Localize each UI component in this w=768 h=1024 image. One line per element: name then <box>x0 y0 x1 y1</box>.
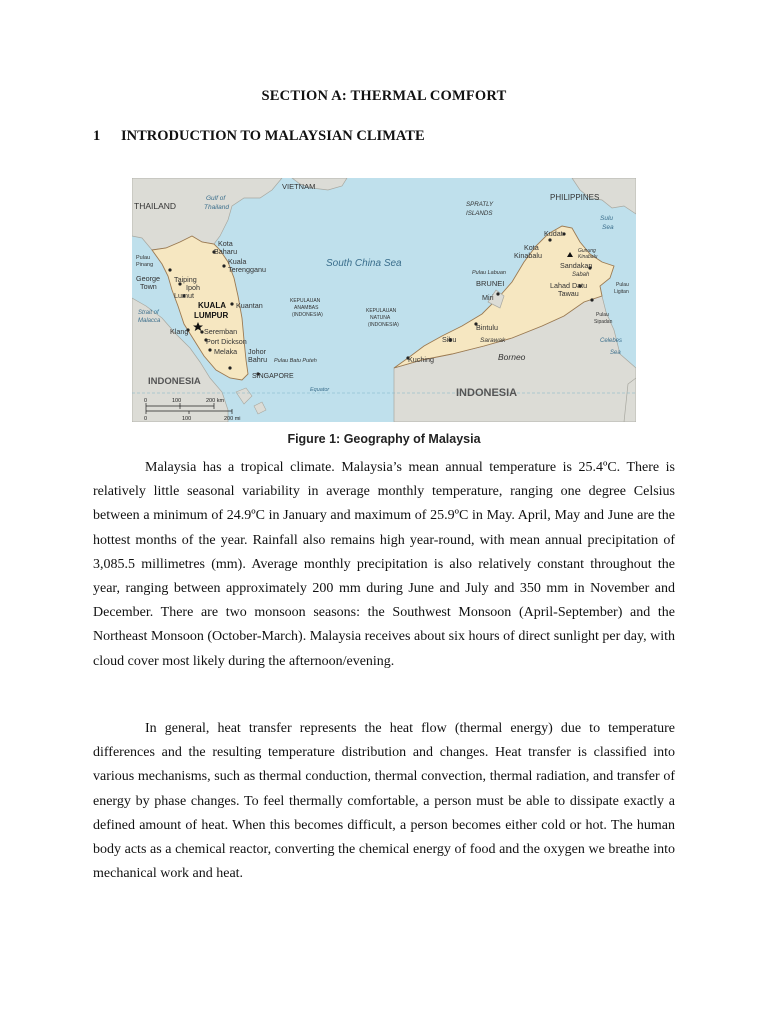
label-brunei: BRUNEI <box>476 279 505 288</box>
label-george-2: Town <box>140 282 157 291</box>
label-kuala-t-2: Terengganu <box>228 265 266 274</box>
label-anambas-2: ANAMBAS <box>294 305 319 311</box>
scale-label-0-mi: 0 <box>144 416 148 422</box>
label-sabah: Sabah <box>572 272 590 278</box>
label-natuna-3: (INDONESIA) <box>368 322 399 328</box>
label-anambas-1: KEPULAUAN <box>290 298 321 304</box>
paragraph-heat-transfer: In general, heat transfer represents the heat flow (thermal energy) due to temperature differences and the resulting temperature distribution and changes. Heat transfer is classified into various mechanisms, such as thermal conduction, thermal convection, thermal radiation, and transfer of energy by phase changes. To feel thermally comfortable, a person must be able to dissipate exactly a defined amount of heat. When this becomes difficult, a person becomes either cold or hot. The human body acts as a chemical reactor, converting the chemical energy of food and the oxygen we breathe into mechanical work and heat. <box>93 721 675 882</box>
label-sulu-2: Sea <box>602 224 614 231</box>
label-spratly-1: SPRATLY <box>466 201 494 208</box>
label-kudat: Kudat <box>544 229 563 238</box>
label-port-dickson: Port Dickson <box>206 337 247 346</box>
label-celebes-2: Sea <box>610 350 621 356</box>
figure-caption: Figure 1: Geography of Malaysia <box>287 432 481 446</box>
label-melaka: Melaka <box>214 347 238 356</box>
malaysia-map <box>132 178 636 422</box>
label-philippines: PHILIPPINES <box>550 193 600 202</box>
label-pulau-batu-puteh: Pulau Batu Puteh <box>274 358 317 364</box>
chapter-heading <box>93 128 425 145</box>
label-sandakan: Sandakan <box>560 261 593 270</box>
paragraph-climate: Malaysia has a tropical climate. Malaysia’s mean annual temperature is 25.4ºC. There is relatively little seasonal variability in average monthly temperature, ranging one degree Celsius between a minimum of 24.9ºC in January and maximum of 25.9ºC in May. April, May and June are the hottest months of the year. Rainfall also remains high year-round, with mean annual precipitation of 3,085.5 millimetres (mm). Average monthly precipitation is also relatively constant throughout the year, ranging between approximately 200 mm during June and July and 350 mm in November and December. There are two monsoon seasons: the Southwest Monsoon (April-September) and the Northeast Monsoon (October-March). Malaysia receives about six hours of direct sunlight per day, with cloud cover most likely during the afternoon/evening. <box>93 460 675 669</box>
label-indonesia-west: INDONESIA <box>148 376 201 387</box>
label-pulau-ligitan-2: Ligitan <box>614 289 629 295</box>
label-strait-2: Malacca <box>138 318 161 324</box>
label-lahad-datu: Lahad Datu <box>550 281 588 290</box>
label-kota-bharu-1: Kota <box>218 239 233 248</box>
label-kota-kinabalu-1: Kota <box>524 243 539 252</box>
label-pulau-pinang-1: Pulau <box>136 255 151 261</box>
label-george-1: George <box>136 274 160 283</box>
label-gulf-1: Gulf of <box>206 195 226 202</box>
label-tawau: Tawau <box>558 289 579 298</box>
label-vietnam: VIETNAM <box>282 182 316 191</box>
label-kuantan: Kuantan <box>236 301 263 310</box>
scale-label-200-mi: 200 mi <box>224 416 241 422</box>
label-south-china-sea: South China Sea <box>326 258 402 269</box>
label-indonesia-east: INDONESIA <box>456 387 518 399</box>
scale-label-200-km: 200 km <box>206 398 225 404</box>
section-title: SECTION A: THERMAL COMFORT <box>261 88 507 104</box>
label-kuching: Kuching <box>408 355 434 364</box>
label-kota-bharu-2: Baharu <box>214 247 238 256</box>
label-sarawak: Sarawak <box>480 337 506 344</box>
label-ipoh: Ipoh <box>186 283 200 292</box>
label-klang: Klang <box>170 327 189 336</box>
label-natuna-1: KEPULAUAN <box>366 308 397 314</box>
label-lumut: Lumut <box>174 291 194 300</box>
label-borneo: Borneo <box>498 352 526 362</box>
label-pulau-labuan: Pulau Labuan <box>472 270 506 276</box>
label-gunung-1: Gunung <box>578 248 596 254</box>
label-pulau-sipadan-1: Pulau <box>596 312 609 318</box>
scale-label-0-km: 0 <box>144 398 148 404</box>
label-johor-2: Bahru <box>248 355 268 364</box>
label-spratly-2: ISLANDS <box>466 210 493 217</box>
label-equator: Equator <box>310 387 330 393</box>
label-thailand: THAILAND <box>134 201 177 211</box>
label-strait-1: Strait of <box>138 310 159 316</box>
label-kota-kinabalu-2: Kinabalu <box>514 251 542 260</box>
scale-label-100-km: 100 <box>172 398 182 404</box>
label-taiping: Taiping <box>174 275 197 284</box>
label-gulf-2: Thailand <box>204 204 229 211</box>
label-sibu: Sibu <box>442 335 457 344</box>
label-sulu-1: Sulu <box>600 215 614 222</box>
label-gunung-2: Kinabalu <box>578 254 598 260</box>
label-pulau-sipadan-2: Sipadan <box>594 319 613 325</box>
label-anambas-3: (INDONESIA) <box>292 312 323 318</box>
label-natuna-2: NATUNA <box>370 315 391 321</box>
heading-number: 1 <box>93 128 101 144</box>
label-singapore: SINGAPORE <box>252 373 294 380</box>
label-celebes-1: Celebes <box>600 338 623 344</box>
scale-label-100-mi: 100 <box>182 416 192 422</box>
label-johor-1: Johor <box>248 347 266 356</box>
label-seremban: Seremban <box>204 327 238 336</box>
label-bintulu: Bintulu <box>476 323 498 332</box>
label-pulau-pinang-2: Pinang <box>136 262 154 268</box>
label-pulau-ligitan-1: Pulau <box>616 282 629 288</box>
label-miri: Miri <box>482 293 494 302</box>
heading-text: INTRODUCTION TO MALAYSIAN CLIMATE <box>121 128 425 144</box>
label-kuala-lumpur-1: KUALA <box>198 301 226 310</box>
label-kuala-t-1: Kuala <box>228 257 247 266</box>
label-kuala-lumpur-2: LUMPUR <box>194 311 229 320</box>
